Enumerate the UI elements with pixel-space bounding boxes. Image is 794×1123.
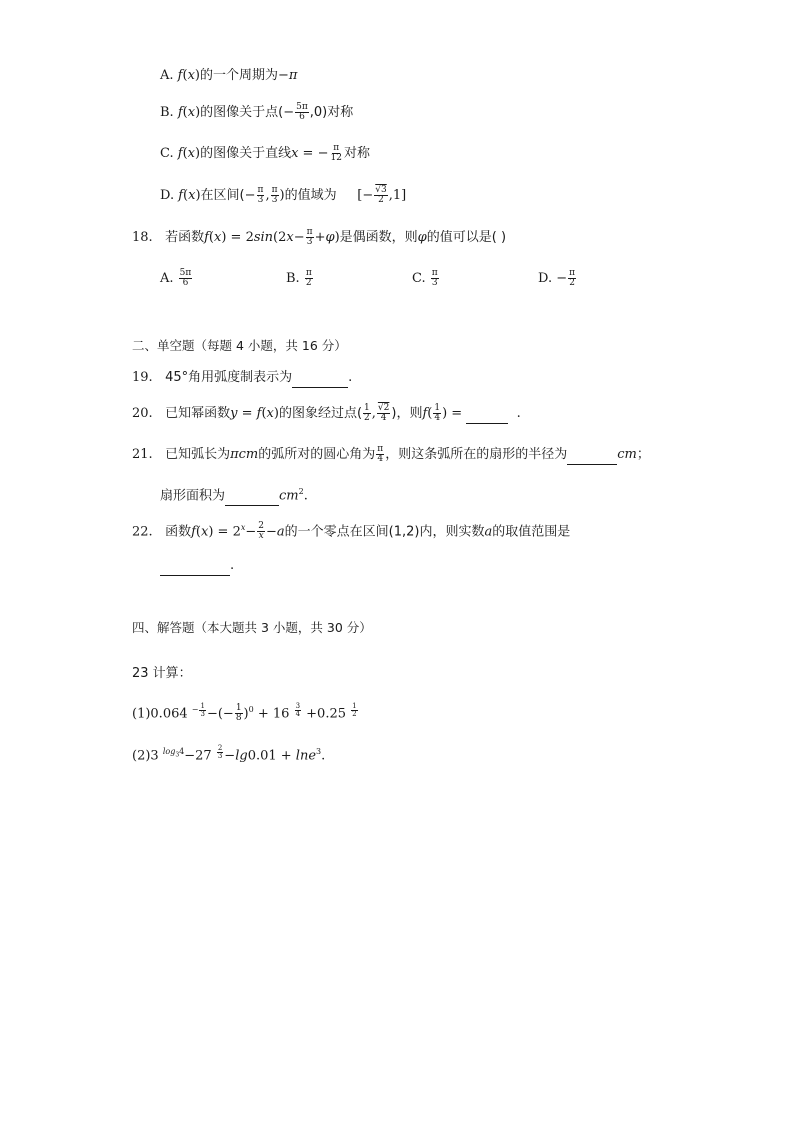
q23-part1: (1)0.064 $^{- \frac{1}{3}}$ −(− $\frac{1}{8}$ )$^0$ + 16 $^{\frac{3}{4}}$ +0.25 $^{\frac{1}{2}}$ bbox=[132, 701, 357, 724]
q21-line1: 21. 已知弧长为πcm的弧所对的圆心角为 $\frac{\pi}{4}$ ，则这条弧所在的扇形的半径为 cm； bbox=[132, 444, 650, 464]
q18-option-d: D. − $\frac{\pi}{2}$ bbox=[538, 268, 576, 288]
section-heading-fill-blank: 二、单空题（每题 4 小题，共 16 分） bbox=[132, 338, 347, 353]
q19: 19. 45°角用弧度制表示为 . bbox=[132, 368, 352, 388]
section-heading-solutions: 四、解答题（本大题共 3 小题，共 30 分） bbox=[132, 620, 372, 635]
q21-radius-blank[interactable] bbox=[567, 450, 617, 465]
q18-stem: 18. 若函数f(x) = 2sin(2x− $\frac{\pi}{3}$ +φ)是偶函数，则φ的值可以是( ) bbox=[132, 227, 507, 247]
q22: 22. 函数$f(x) = 2^x-$ $\frac{2}{x}$ −a的一个零点在区间(1,2)内，则实数a的取值范围是 bbox=[132, 521, 571, 542]
q17-option-d: D. f(x)在区间(− $\frac{\pi}{3}$ , $\frac{\pi}{3}$ )的值域为 [− $\frac{√3}{2}$ ,1] bbox=[160, 185, 407, 205]
q17-option-a: A. f(x)的一个周期为−π bbox=[160, 68, 298, 83]
q18-option-a: A. $\frac{5\pi}{6}$ bbox=[160, 268, 192, 288]
q23-title: 23 计算： bbox=[132, 666, 192, 681]
q21-area-blank[interactable] bbox=[225, 491, 279, 506]
q23-part2: (2)3 $^{log_34}$−27 $^{\frac{2}{3}}$ −lg0.01 + lne$^3$. bbox=[132, 743, 326, 764]
q18-option-c: C. $\frac{\pi}{3}$ bbox=[412, 268, 438, 288]
q17-option-c: C. f(x)的图像关于直线x = − $\frac{\pi}{12}$ 对称 bbox=[160, 143, 370, 163]
q20-answer-blank[interactable] bbox=[466, 409, 508, 424]
q22-answer-line: . bbox=[160, 556, 234, 576]
q21-line2: 扇形面积为 $cm^2$. bbox=[160, 482, 308, 506]
q22-answer-blank[interactable] bbox=[160, 561, 230, 576]
q18-option-b: B. $\frac{\pi}{2}$ bbox=[286, 268, 312, 288]
q19-answer-blank[interactable] bbox=[292, 373, 348, 388]
q17-option-b: B. f(x)的图像关于点(− $\frac{5\pi}{6}$ ,0)对称 bbox=[160, 102, 354, 122]
q20: 20. 已知幂函数y = f(x)的图象经过点( $\frac{1}{2}$ , $\frac{√2}{4}$ )，则f( $\frac{1}{4}$ ) = . bbox=[132, 403, 521, 423]
